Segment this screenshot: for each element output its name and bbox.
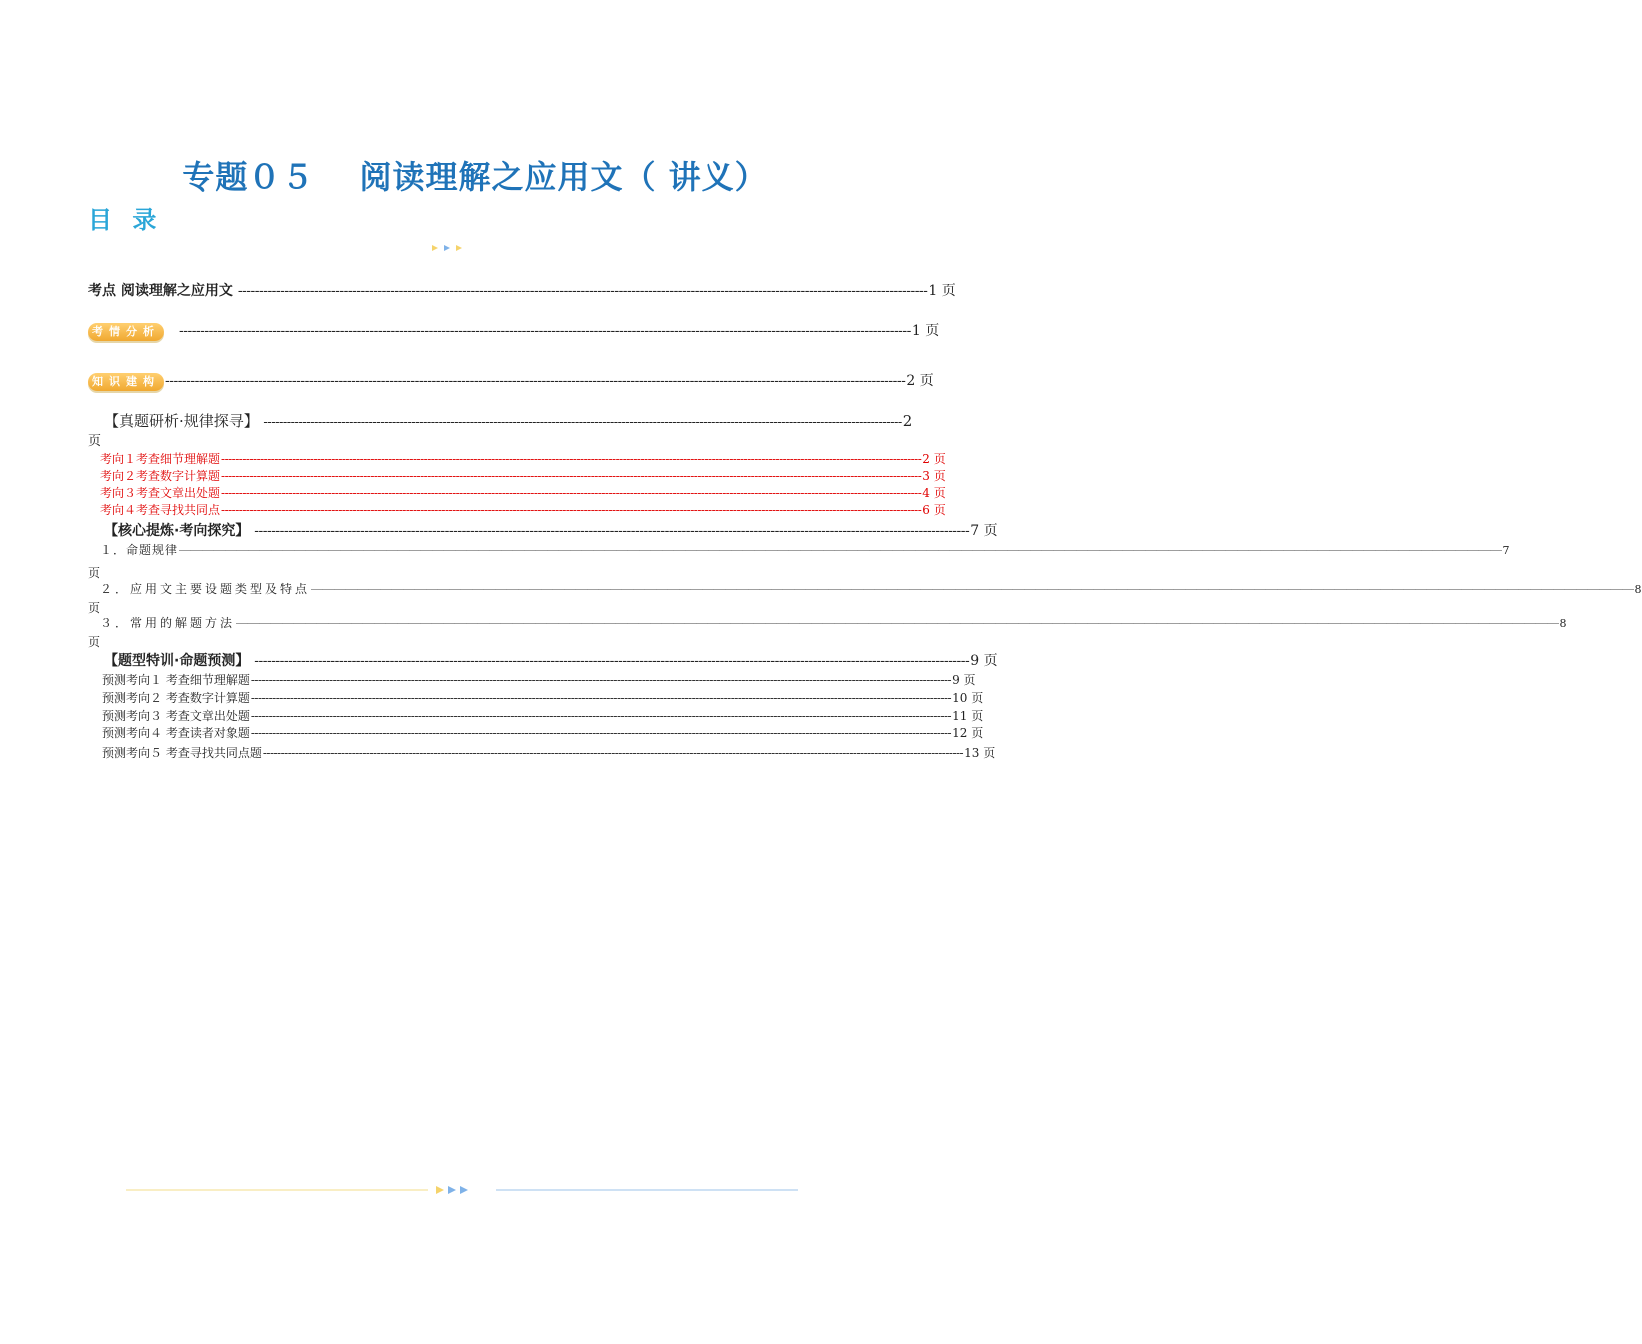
toc-entry-kaodian[interactable] [88, 280, 956, 300]
toc-page: 3 页 [922, 469, 946, 483]
toc-entry-yuce-3[interactable] [102, 707, 984, 724]
toc-page: 8 [1559, 617, 1567, 630]
leader-dots: ----------------------------------------------------------------------------------------------------------------------------------------------------------------------------------------------------- [221, 503, 922, 517]
toc-page-wrap: 页 [88, 635, 101, 649]
toc-page: 1 页 [928, 283, 956, 299]
toc-entry-label: 考点 阅读理解之应用文 [88, 283, 233, 299]
footer-divider-icon [126, 1183, 798, 1197]
toc-entry-yuce-5[interactable] [102, 744, 996, 761]
toc-entry-kaoxiang-4[interactable] [100, 501, 946, 518]
toc-entry-label: 考向１考查细节理解题 [100, 452, 221, 466]
leader-dots: ----------------------------------------------------------------------------------------------------------------------------------------------------------------------------------------------------- [250, 726, 952, 740]
toc-page-wrap: 页 [88, 601, 101, 615]
toc-entry-label: 考向３考查文章出处题 [100, 486, 221, 500]
toc-page-wrap: 页 [88, 434, 102, 449]
toc-page: 9 页 [970, 653, 998, 669]
toc-entry-hexin-3[interactable] [88, 614, 1567, 650]
toc-entry-zhenti[interactable] [88, 410, 913, 449]
toc-page: 12 页 [952, 726, 984, 740]
leader-dots: ----------------------------------------------------------------------------------------------------------------------------------------------------------------------------------------------------- [250, 691, 952, 705]
toc-entry-hexin-2[interactable] [88, 580, 1642, 616]
leader-dots: ----------------------------------------------------------------------------------------------------------------------------------------------------------------------------------------------------- [221, 452, 922, 466]
page-title: 专题０５ 阅读理解之应用文（ 讲义） [182, 158, 768, 196]
toc-entry-kaoxiang-3[interactable] [100, 484, 946, 501]
toc-page: 9 页 [952, 673, 976, 687]
toc-entry-label: 【题型特训·命题预测】 [104, 653, 250, 669]
toc-entry-label: 考向４考查寻找共同点 [100, 503, 221, 517]
leader-dots: ----------------------------------------------------------------------------------------------------------------------------------------------------------------------------------------------------- [250, 709, 952, 723]
leader-dots: ――――――――――――――――――――――――――――――――――――――――――――――――――――――――――――――――――――――――――――――――――――――――――――――――――――――――――――――――――― [311, 582, 1634, 596]
toc-entry-hexin-1[interactable] [88, 541, 1510, 581]
leader-dots: ------------------------------------------------------------------------------------------------------------------------------------------------------------------------- [250, 653, 970, 669]
toc-entry-hexin[interactable] [104, 520, 998, 540]
toc-entry-label: 【真题研析·规律探寻】 [104, 412, 259, 430]
toc-entry-label: 考向２考查数字计算题 [100, 469, 221, 483]
toc-page: 13 页 [964, 746, 996, 760]
kaoqing-badge: 考情分析 [88, 323, 164, 341]
toc-entry-zhishi[interactable] [88, 370, 934, 391]
toc-entry-label: 预测考向４ 考查读者对象题 [102, 726, 250, 740]
leader-dots: ――――――――――――――――――――――――――――――――――――――――――――――――――――――――――――――――――――――――――――――――――――――――――――――――――――――――――――――――――― [236, 616, 1559, 630]
leader-dots: ----------------------------------------------------------------------------------------------------------------------------------------------------------------------------------------------------- [221, 469, 922, 483]
toc-page: 2 页 [906, 373, 934, 389]
toc-page: 1 页 [911, 323, 940, 339]
toc-entry-label: 预测考向２ 考查数字计算题 [102, 691, 250, 705]
toc-page: 10 页 [952, 691, 984, 705]
toc-entry-label: ２．应用文主要设题类型及特点 [100, 582, 311, 596]
toc-entry-tixing[interactable] [104, 650, 998, 670]
toc-entry-label: 【核心提炼·考向探究】 [104, 523, 250, 539]
leader-dots: ――――――――――――――――――――――――――――――――――――――――――――――――――――――――――――――――――――――――――――――――――――――――――――――――――――――――――――――――――― [179, 543, 1502, 557]
toc-page: 11 页 [952, 709, 984, 723]
toc-entry-yuce-2[interactable] [102, 689, 984, 706]
toc-entry-label: 预测考向１ 考查细节理解题 [102, 673, 250, 687]
toc-entry-label: ３．常用的解题方法 [100, 616, 236, 630]
leader-dots: ------------------------------------------------------------------------------------------------------------------------------------------------------------------------------- [165, 373, 906, 389]
toc-entry-kaoqing[interactable] [88, 320, 940, 341]
leader-dots: ----------------------------------------------------------------------------------------------------------------------------------------------------------------------------------------------------- [262, 746, 964, 760]
leader-dots: -------------------------------------------------------------------------------------------------------------------------------------------------------------------- [259, 415, 902, 430]
leader-dots: ------------------------------------------------------------------------------------------------------------------------------------------------------------------- [233, 283, 928, 299]
arrow-decoration-icon [430, 244, 470, 252]
toc-page: 7 页 [970, 523, 998, 539]
leader-dots: ----------------------------------------------------------------------------------------------------------------------------------------------------------------------------------------------------- [250, 673, 952, 687]
toc-heading: 目 录 [88, 206, 163, 234]
leader-dots: ------------------------------------------------------------------------------------------------------------------------------------------------------------------------- [250, 523, 970, 539]
toc-entry-yuce-1[interactable] [102, 671, 976, 688]
leader-dots: ----------------------------------------------------------------------------------------------------------------------------------------------------------------------------- [179, 323, 911, 339]
zhishi-badge: 知识建构 [88, 373, 164, 391]
toc-entry-kaoxiang-1[interactable] [100, 450, 946, 467]
leader-dots: ----------------------------------------------------------------------------------------------------------------------------------------------------------------------------------------------------- [221, 486, 922, 500]
toc-page: 2 页 [922, 452, 946, 466]
toc-page: 4 页 [922, 486, 946, 500]
toc-page: 7 [1502, 544, 1510, 557]
toc-entry-kaoxiang-2[interactable] [100, 467, 946, 484]
toc-entry-label: 预测考向５ 考查寻找共同点题 [102, 746, 262, 760]
toc-entry-yuce-4[interactable] [102, 724, 984, 741]
toc-entry-label: １．命题规律 [100, 543, 179, 557]
toc-page: 6 页 [922, 503, 946, 517]
toc-page: 2 [902, 412, 913, 430]
toc-entry-label: 预测考向３ 考查文章出处题 [102, 709, 250, 723]
toc-page: 8 [1634, 583, 1642, 596]
toc-page-wrap: 页 [88, 566, 101, 580]
